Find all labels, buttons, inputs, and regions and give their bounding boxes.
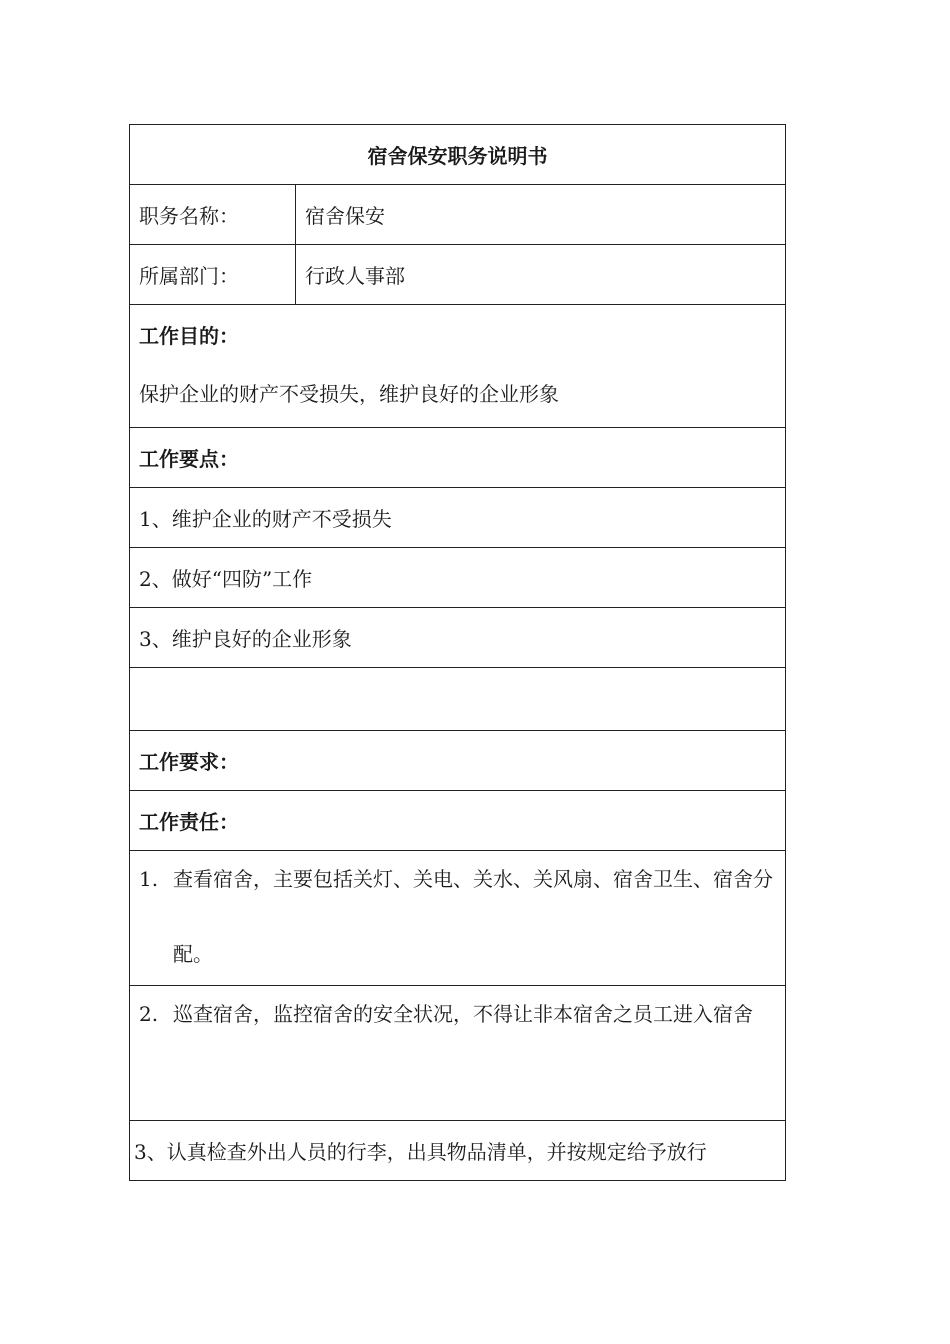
requirements-heading: 工作要求： [130, 730, 785, 790]
responsibility-number: 2. [139, 1002, 159, 1026]
responsibility-item [130, 850, 785, 985]
department-value: 行政人事部 [305, 264, 405, 288]
responsibility-text: 巡查宿舍，监控宿舍的安全状况，不得让非本宿舍之员工进入宿舍 [173, 1002, 753, 1026]
responsibility-item [130, 985, 785, 1120]
responsibilities-heading: 工作责任： [130, 790, 785, 850]
purpose-heading: 工作目的： [139, 324, 239, 348]
key-point-item: 1、维护企业的财产不受损失 [130, 487, 785, 547]
job-name-label: 职务名称： [130, 185, 296, 244]
purpose-section [130, 304, 785, 427]
responsibility-number: 1. [139, 867, 159, 891]
document-title: 宿舍保安职务说明书 [367, 144, 548, 168]
responsibility-text: 查看宿舍，主要包括关灯、关电、关水、关风扇、宿舍卫生、宿舍分配。 [173, 867, 773, 966]
key-points-heading: 工作要点： [130, 427, 785, 487]
responsibility-item-3: 3、认真检查外出人员的行李，出具物品清单，并按规定给予放行 [130, 1120, 785, 1180]
job-name-row [130, 184, 785, 244]
key-point-item: 2、做好“四防”工作 [130, 547, 785, 607]
department-row [130, 244, 785, 304]
job-description-table [129, 124, 786, 1181]
purpose-text: 保护企业的财产不受损失，维护良好的企业形象 [139, 382, 559, 406]
job-name-value: 宿舍保安 [305, 204, 385, 228]
blank-row [130, 667, 785, 730]
department-label: 所属部门： [130, 245, 296, 304]
key-point-item: 3、维护良好的企业形象 [130, 607, 785, 667]
